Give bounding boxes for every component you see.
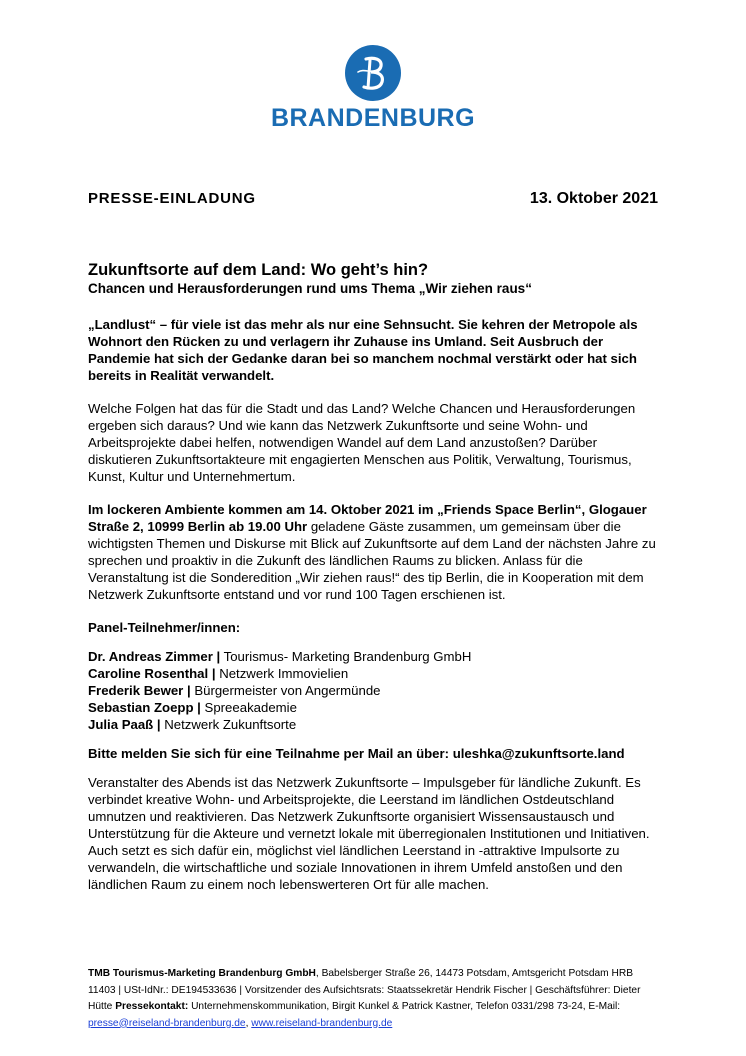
panel-member-name: Frederik Bewer |: [88, 683, 191, 698]
document-date: 13. Oktober 2021: [529, 190, 658, 207]
body-paragraph-3: Veranstalter des Abends ist das Netzwerk Zukunftsorte – Impulsgeber für ländliche Zukunft. Es verbindet kreative Wohn- und Arbeitsprojekte, die Leerstand im ländlichen Ostdeutschland umnutzen und reaktivieren. Das Netzwerk Zukunftsorte organisiert Wissensaustausch und Unterstützung für die Akteure und vernetzt lokale mit überregionalen Institutionen und Initiativen. Auch setzt es sich dafür ein, möglichst viel ländlichen Leerstand in -attraktive Impulsorte zu verwandeln, die wirtschaftliche und soziale Innovationen in ihrem Umfeld anstoßen und den ländlichen Raum zu einem noch lebenswerteren Ort für alle machen.: [88, 775, 650, 892]
panel-member: [88, 716, 658, 733]
event-description: geladene Gäste zusammen, um gemeinsam über die wichtigsten Themen und Diskurse mit Blick auf Zukunftsorte auf dem Land der nächsten Jahre zu sprechen und proaktiv in die Zukunft des ländlichen Raums zu blicken. Anlass für die Veranstaltung ist die Sonderedition „Wir ziehen raus!“ des tip Berlin, die in Kooperation mit dem Netzwerk Zukunftsorte entstand und vor rund 100 Tagen erschienen ist.: [88, 519, 656, 602]
brandenburg-emblem-icon: [344, 44, 402, 102]
brand-name: BRANDENBURG: [270, 104, 476, 132]
footer-press-label: Pressekontakt:: [115, 1001, 189, 1012]
document-body: [88, 260, 658, 909]
footer-press-contact: Unternehmenskommunikation, Birgit Kunkel & Patrick Kastner, Telefon 0331/298 73-24, E-Mail:: [188, 1001, 621, 1012]
panel-member-name: Julia Paaß |: [88, 717, 161, 732]
footer: [88, 966, 658, 1032]
document-type: PRESSE-EINLADUNG: [88, 190, 256, 207]
panel-member-role: Netzwerk Zukunftsorte: [160, 717, 297, 732]
intro-paragraph: „Landlust“ – für viele ist das mehr als nur eine Sehnsucht. Sie kehren der Metropole als Wohnort den Rücken zu und verlagern ihr Zuhause ins Umland. Seit Ausbruch der Pandemie hat sich der Gedanke daran bei so manchem nochmal verstärkt oder hat sich bereits in Realität verwandelt.: [88, 317, 638, 383]
page-subtitle: Chancen und Herausforderungen rund ums Thema „Wir ziehen raus“: [88, 281, 532, 296]
brandenburg-logo: [268, 44, 478, 140]
panel-member-name: Sebastian Zoepp |: [88, 700, 201, 715]
page-title: Zukunftsorte auf dem Land: Wo geht’s hin?: [88, 261, 429, 279]
panel-member: [88, 665, 658, 682]
panel-member-name: Dr. Andreas Zimmer |: [88, 649, 221, 664]
panel-member-role: Bürgermeister von Angermünde: [190, 683, 381, 698]
event-details: Im lockeren Ambiente kommen am 14. Oktober 2021 im „Friends Space Berlin“, Glogauer Straße 2, 10999 Berlin ab 19.00 Uhr: [88, 502, 647, 534]
footer-separator: ,: [245, 1017, 252, 1029]
panel-member: [88, 699, 658, 716]
website-link[interactable]: www.reiseland-brandenburg.de: [251, 1017, 393, 1029]
email-link[interactable]: presse@reiseland-brandenburg.de: [88, 1017, 246, 1029]
footer-company: TMB Tourismus-Marketing Brandenburg GmbH: [88, 968, 316, 979]
panel-member: [88, 648, 658, 665]
event-paragraph: [88, 501, 658, 603]
panel-member: [88, 682, 658, 699]
panel-member-role: Netzwerk Immovielien: [215, 666, 349, 681]
panel-member-role: Tourismus- Marketing Brandenburg GmbH: [220, 649, 472, 664]
footer-address: , Babelsberger Straße 26, 14473 Potsdam, Amtsgericht Potsdam HRB 11403 | USt-IdNr.: DE194533636 | Vorsitzender des Aufsichtsrats: Staatssekretär Hendrik Fischer | Geschäftsführer: Dieter Hütte: [88, 968, 641, 1012]
registration-note: Bitte melden Sie sich für eine Teilnahme per Mail an über: uleshka@zukunftsorte.land: [88, 746, 625, 761]
panel-member-role: Spreeakademie: [200, 700, 297, 715]
panel-list: [88, 648, 658, 733]
body-paragraph-1: Welche Folgen hat das für die Stadt und das Land? Welche Chancen und Herausforderungen ergeben sich daraus? Und wie kann das Netzwerk Zukunftsorte und seine Wohn- und Arbeitsprojekte dabei helfen, notwendigen Wandel auf dem Land anzustoßen? Darüber diskutieren Zukunftsortakteure mit engagierten Menschen aus Politik, Verwaltung, Tourismus, Kunst, Kultur und Unternehmertum.: [88, 401, 636, 484]
panel-member-name: Caroline Rosenthal |: [88, 666, 216, 681]
panel-heading: Panel-Teilnehmer/innen:: [88, 620, 241, 635]
